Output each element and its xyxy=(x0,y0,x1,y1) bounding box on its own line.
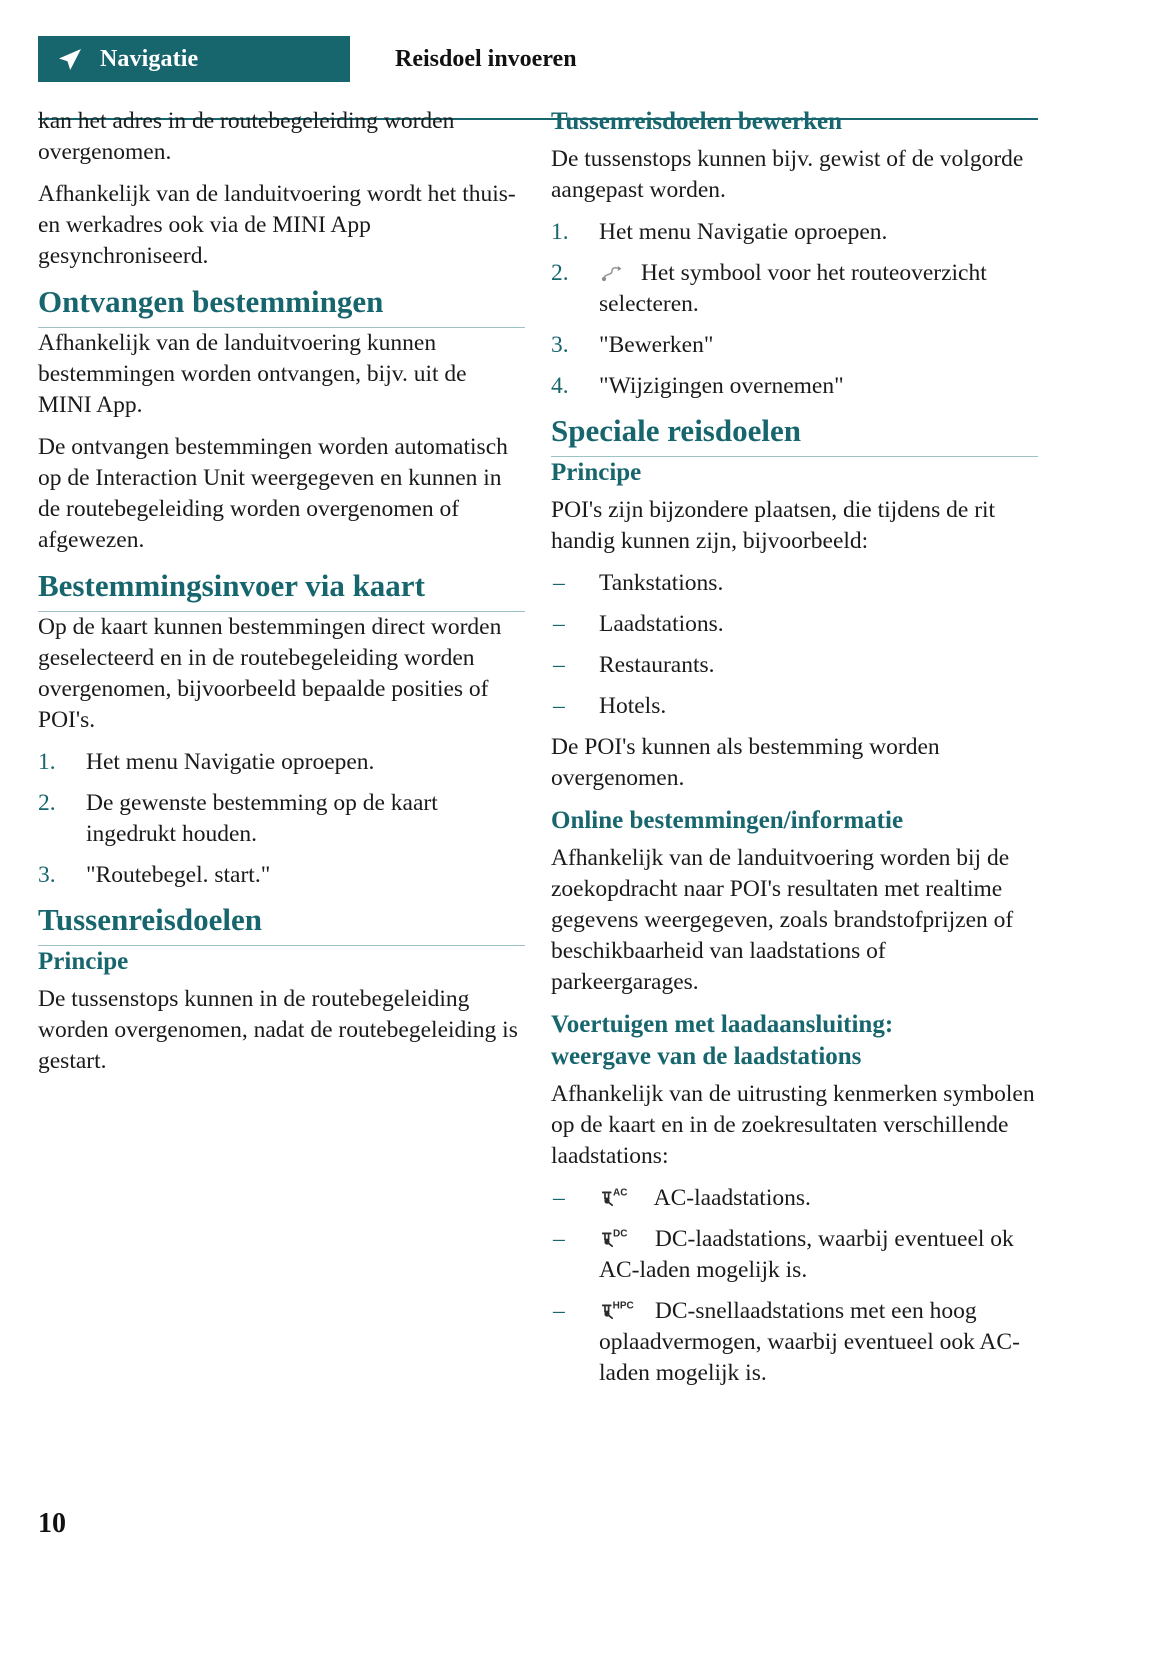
speciale-closing-paragraph: De POI's kunnen als bestemming worden overgenomen. xyxy=(551,734,940,791)
ontvangen-paragraph-2: De ontvangen bestemmingen worden automatisch op de Interaction Unit weergegeven en kunnen in de routebegeleiding worden overgenomen of afgewezen. xyxy=(38,434,508,553)
list-marker: – xyxy=(553,570,565,596)
kaart-steps-list xyxy=(38,747,525,891)
tussenreisdoelen-paragraph: De tussenstops kunnen in de routebegeleiding worden overgenomen, nadat de routebegeleiding is gestart. xyxy=(38,986,518,1074)
intro-paragraph-1: kan het adres in de routebegeleiding worden overgenomen. xyxy=(38,108,455,165)
bewerken-steps-list xyxy=(551,217,1038,402)
list-item-text: DC-laadstations, waarbij eventueel ok AC-laden mogelijk is. xyxy=(599,1226,1014,1283)
svg-text:AC: AC xyxy=(613,1187,628,1199)
list-marker: – xyxy=(553,611,565,637)
list-item xyxy=(551,1224,1038,1286)
right-column xyxy=(551,106,1038,1399)
list-item-text: Restaurants. xyxy=(599,652,715,678)
svg-text:DC: DC xyxy=(613,1228,628,1240)
list-marker: – xyxy=(553,1298,565,1324)
list-item-text: DC-snellaadstations met een hoog oplaadvermogen, waarbij eventueel ook AC-laden mogelijk is. xyxy=(599,1298,1020,1386)
subheading-line-2: weergave van de laadstations xyxy=(551,1043,862,1070)
list-marker: – xyxy=(553,652,565,678)
list-marker: – xyxy=(553,693,565,719)
kaart-paragraph: Op de kaart kunnen bestemmingen direct worden geselecteerd en in de routebegeleiding worden overgenomen, bijvoorbeeld bepaalde posities of POI's. xyxy=(38,614,502,733)
navigation-arrow-icon xyxy=(54,44,84,74)
subheading-tussenreisdoelen-bewerken: Tussenreisdoelen bewerken xyxy=(551,108,843,135)
subheading-online-bestemmingen: Online bestemmingen/informatie xyxy=(551,807,904,834)
online-paragraph: Afhankelijk van de landuitvoering worden bij de zoekopdracht naar POI's resultaten met realtime gegevens weergegeven, zoals brandstofprijzen of beschikbaarheid van laadstations of parkeergarages. xyxy=(551,845,1014,995)
left-column xyxy=(38,106,525,1088)
subheading-voertuigen-laadaansluiting xyxy=(551,1009,1038,1073)
page-header xyxy=(0,36,1165,82)
list-item xyxy=(551,330,1038,361)
poi-type-list xyxy=(551,568,1038,722)
list-marker: 3. xyxy=(38,862,56,888)
hpc-charging-station-icon xyxy=(599,1299,639,1321)
subheading-principe-left: Principe xyxy=(38,948,129,975)
subheading-line-1: Voertuigen met laadaansluiting: xyxy=(551,1011,894,1038)
list-item xyxy=(38,860,525,891)
list-item-text: "Routebegel. start." xyxy=(86,862,271,888)
list-marker: – xyxy=(553,1185,565,1211)
list-item-text: Het menu Navigatie oproepen. xyxy=(599,219,888,245)
list-marker: – xyxy=(553,1226,565,1252)
list-item-text: Hotels. xyxy=(599,693,667,719)
list-marker: 2. xyxy=(38,790,56,816)
list-marker: 4. xyxy=(551,373,569,399)
svg-text:HPC: HPC xyxy=(612,1300,634,1312)
list-item-text: Het symbool voor het routeoverzicht selecteren. xyxy=(599,260,987,317)
header-section-title: Reisdoel invoeren xyxy=(395,45,577,72)
list-item xyxy=(38,788,525,850)
intro-paragraph-2: Afhankelijk van de landuitvoering wordt het thuis- en werkadres ook via de MINI App gesynchroniseerd. xyxy=(38,181,516,269)
page-number: 10 xyxy=(38,1508,66,1539)
list-item xyxy=(551,1183,1038,1214)
header-navigation-band xyxy=(38,36,350,82)
heading-speciale-reisdoelen: Speciale reisdoelen xyxy=(551,412,1038,457)
list-item-text: Het menu Navigatie oproepen. xyxy=(86,749,375,775)
laadstations-paragraph: Afhankelijk van de uitrusting kenmerken symbolen op de kaart en in de zoekresultaten verschillende laadstations: xyxy=(551,1081,1035,1169)
list-item xyxy=(551,609,1038,640)
list-marker: 1. xyxy=(551,219,569,245)
list-item-text: Laadstations. xyxy=(599,611,724,637)
list-item xyxy=(551,691,1038,722)
list-item-text: Tankstations. xyxy=(599,570,724,596)
list-item xyxy=(551,371,1038,402)
list-item xyxy=(551,217,1038,248)
heading-ontvangen-bestemmingen: Ontvangen bestemmingen xyxy=(38,283,525,328)
list-marker: 3. xyxy=(551,332,569,358)
speciale-paragraph: POI's zijn bijzondere plaatsen, die tijdens de rit handig kunnen zijn, bijvoorbeeld: xyxy=(551,497,996,554)
ontvangen-paragraph-1: Afhankelijk van de landuitvoering kunnen bestemmingen worden ontvangen, bijv. uit de MINI App. xyxy=(38,330,467,418)
subheading-principe-right: Principe xyxy=(551,459,642,486)
list-item-text: AC-laadstations. xyxy=(653,1185,811,1211)
list-item xyxy=(551,258,1038,320)
list-item xyxy=(551,1296,1038,1389)
list-marker: 1. xyxy=(38,749,56,775)
list-marker: 2. xyxy=(551,260,569,286)
header-band-label: Navigatie xyxy=(100,45,199,72)
list-item-text: De gewenste bestemming op de kaart ingedrukt houden. xyxy=(86,790,438,847)
list-item-text: "Bewerken" xyxy=(599,332,714,358)
list-item xyxy=(551,568,1038,599)
route-overview-icon xyxy=(599,261,625,281)
dc-charging-station-icon xyxy=(599,1227,639,1249)
heading-bestemmingsinvoer-via-kaart: Bestemmingsinvoer via kaart xyxy=(38,567,525,612)
list-item xyxy=(551,650,1038,681)
ac-charging-station-icon xyxy=(599,1186,639,1208)
bewerken-paragraph: De tussenstops kunnen bijv. gewist of de volgorde aangepast worden. xyxy=(551,146,1024,203)
list-item-text: "Wijzigingen overnemen" xyxy=(599,373,844,399)
charging-station-type-list xyxy=(551,1183,1038,1389)
list-item xyxy=(38,747,525,778)
heading-tussenreisdoelen: Tussenreisdoelen xyxy=(38,901,525,946)
